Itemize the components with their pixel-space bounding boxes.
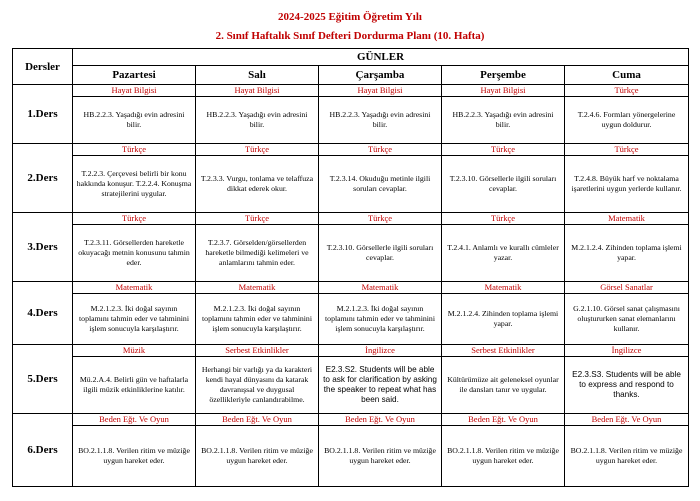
objective-text: [565, 357, 688, 413]
objective-text: [196, 294, 318, 344]
lesson-label: 1.Ders: [13, 85, 73, 144]
plan-title: 2. Sınıf Haftalık Sınıf Defteri Dordurma Planı (10. Hafta): [215, 30, 485, 42]
plan-cell-monday: [73, 345, 196, 414]
lesson-label: 6.Ders: [13, 414, 73, 487]
subject-label: Görsel Sanatlar: [565, 282, 688, 294]
subject-label: Hayat Bilgisi: [196, 85, 318, 97]
schedule-body: [13, 85, 689, 487]
objective-text-content: Mü.2.A.4. Belirli gün ve haftalarla ilgili müzik etkinliklerine katılır.: [79, 375, 189, 394]
objective-text: [442, 426, 564, 486]
subject-label: Müzik: [73, 345, 195, 357]
subject-label: Türkçe: [196, 213, 318, 225]
objective-text-content: T.2.4.6. Formları yönergelerine uygun doldurur.: [577, 110, 676, 129]
objective-text-content: M.2.1.2.4. Zihinden toplama işlemi yapar.: [447, 309, 559, 328]
plan-cell-tuesday: [196, 85, 319, 144]
plan-cell-wednesday: [319, 345, 442, 414]
objective-text-content: M.2.1.2.3. İki doğal sayının toplamını tahmin eder ve tahminini işlem sonucuyla karşılaştırır.: [79, 304, 189, 333]
lesson-label: 2.Ders: [13, 144, 73, 213]
plan-cell-friday: [565, 282, 689, 345]
lesson-label: 5.Ders: [13, 345, 73, 414]
objective-text: [442, 357, 564, 413]
objective-text: [73, 357, 195, 413]
lesson-label: 4.Ders: [13, 282, 73, 345]
objective-text-content: T.2.3.7. Görselden/görsellerden hareketle bilmediği kelimeleri ve anlamlarını tahmin eder.: [205, 238, 309, 267]
plan-cell-tuesday: [196, 213, 319, 282]
plan-cell-thursday: [442, 144, 565, 213]
objective-text: [565, 97, 688, 143]
objective-text: [319, 294, 441, 344]
subject-label: Hayat Bilgisi: [73, 85, 195, 97]
plan-cell-wednesday: [319, 85, 442, 144]
lesson-row: [13, 213, 689, 282]
plan-cell-thursday: [442, 414, 565, 487]
objective-text-content: Herhangi bir varlığı ya da karakteri kendi hayal dünyasını da katarak davranışsal ve duygusal özellikleriyle canlandırabilme.: [201, 365, 313, 404]
subject-label: Matematik: [442, 282, 564, 294]
objective-text: [442, 97, 564, 143]
subject-label: Beden Eğt. Ve Oyun: [196, 414, 318, 426]
plan-cell-friday: [565, 144, 689, 213]
subject-label: Beden Eğt. Ve Oyun: [442, 414, 564, 426]
objective-text: [73, 97, 195, 143]
subject-label: Matematik: [319, 282, 441, 294]
objective-text-content: E2.3.S3. Students will be able to express and respond to thanks.: [572, 370, 681, 399]
objective-text-content: HB.2.2.3. Yaşadığı evin adresini bilir.: [452, 110, 554, 129]
objective-text: [196, 357, 318, 413]
objective-text-content: T.2.3.10. Görsellerle ilgili soruları cevaplar.: [449, 174, 557, 193]
objective-text: [73, 426, 195, 486]
subject-label: Türkçe: [442, 213, 564, 225]
objective-text: [565, 426, 688, 486]
subject-label: Türkçe: [319, 213, 441, 225]
plan-cell-friday: [565, 213, 689, 282]
plan-cell-wednesday: [319, 213, 442, 282]
subject-label: Matematik: [565, 213, 688, 225]
objective-text-content: E2.3.S2. Students will be able to ask for clarification by asking the speaker to repeat what has been said.: [323, 365, 437, 404]
lesson-row: [13, 85, 689, 144]
plan-cell-thursday: [442, 213, 565, 282]
plan-cell-wednesday: [319, 144, 442, 213]
lesson-row: [13, 414, 689, 487]
plan-cell-monday: [73, 213, 196, 282]
subject-label: Matematik: [196, 282, 318, 294]
plan-cell-monday: [73, 282, 196, 345]
plan-cell-friday: [565, 414, 689, 487]
days-group-header: GÜNLER: [73, 49, 689, 66]
objective-text-content: BO.2.1.1.8. Verilen ritim ve müziğe uygun hareket eder.: [201, 446, 313, 465]
objective-text: [196, 426, 318, 486]
objective-text-content: T.2.3.3. Vurgu, tonlama ve telaffuza dikkat ederek okur.: [200, 174, 314, 193]
plan-cell-monday: [73, 85, 196, 144]
objective-text-content: Kültürümüze ait geleneksel oyunlar ile dansları tanır ve uygular.: [447, 375, 559, 394]
plan-cell-monday: [73, 144, 196, 213]
plan-cell-monday: [73, 414, 196, 487]
objective-text-content: T.2.3.11. Görsellerden hareketle okuyacağı metnin konusunu tahmin eder.: [78, 238, 190, 267]
objective-text: [565, 225, 688, 281]
subject-label: Beden Eğt. Ve Oyun: [319, 414, 441, 426]
subject-label: Hayat Bilgisi: [442, 85, 564, 97]
subject-label: İngilizce: [565, 345, 688, 357]
objective-text: [196, 156, 318, 212]
objective-text-content: BO.2.1.1.8. Verilen ritim ve müziğe uygun hareket eder.: [324, 446, 436, 465]
lessons-column-header: Dersler: [13, 49, 73, 85]
plan-cell-tuesday: [196, 414, 319, 487]
schedule-table: [12, 48, 689, 487]
objective-text: [73, 294, 195, 344]
subject-label: Türkçe: [442, 144, 564, 156]
objective-text: [565, 294, 688, 344]
objective-text: [73, 225, 195, 281]
subject-label: Matematik: [73, 282, 195, 294]
objective-text-content: BO.2.1.1.8. Verilen ritim ve müziğe uygun hareket eder.: [447, 446, 559, 465]
plan-cell-tuesday: [196, 144, 319, 213]
plan-cell-wednesday: [319, 414, 442, 487]
objective-text: [319, 156, 441, 212]
lesson-row: [13, 282, 689, 345]
plan-cell-tuesday: [196, 282, 319, 345]
objective-text: [73, 156, 195, 212]
objective-text: [319, 357, 441, 413]
subject-label: Hayat Bilgisi: [319, 85, 441, 97]
objective-text: [442, 156, 564, 212]
plan-cell-tuesday: [196, 345, 319, 414]
subject-label: Serbest Etkinlikler: [196, 345, 318, 357]
lesson-row: [13, 144, 689, 213]
subject-label: Türkçe: [319, 144, 441, 156]
plan-cell-thursday: [442, 85, 565, 144]
subject-label: Türkçe: [565, 85, 688, 97]
subject-label: Serbest Etkinlikler: [442, 345, 564, 357]
objective-text: [319, 225, 441, 281]
objective-text: [565, 156, 688, 212]
objective-text-content: HB.2.2.3. Yaşadığı evin adresini bilir.: [83, 110, 185, 129]
objective-text-content: T.2.2.3. Çerçevesi belirli bir konu hakkında konuşur. T.2.2.4. Konuşma stratejilerini uygular.: [76, 169, 192, 198]
subject-label: Türkçe: [196, 144, 318, 156]
lesson-row: [13, 345, 689, 414]
objective-text: [319, 97, 441, 143]
objective-text-content: G.2.1.10. Görsel sanat çalışmasını oluştururken sanat elemanlarını kullanır.: [573, 304, 680, 333]
subject-label: Beden Eğt. Ve Oyun: [565, 414, 688, 426]
plan-cell-friday: [565, 345, 689, 414]
subject-label: İngilizce: [319, 345, 441, 357]
day-header-friday: Cuma: [565, 66, 689, 85]
subject-label: Beden Eğt. Ve Oyun: [73, 414, 195, 426]
objective-text-content: T.2.4.1. Anlamlı ve kurallı cümleler yazar.: [447, 243, 559, 262]
objective-text-content: T.2.3.10. Görsellerle ilgili soruları cevaplar.: [326, 243, 434, 262]
objective-text-content: T.2.3.14. Okuduğu metinle ilgili soruları cevaplar.: [329, 174, 431, 193]
subject-label: Türkçe: [73, 213, 195, 225]
day-header-tuesday: Salı: [196, 66, 319, 85]
objective-text-content: BO.2.1.1.8. Verilen ritim ve müziğe uygun hareket eder.: [78, 446, 190, 465]
objective-text: [196, 97, 318, 143]
objective-text: [442, 294, 564, 344]
plan-cell-friday: [565, 85, 689, 144]
plan-cell-thursday: [442, 345, 565, 414]
plan-cell-wednesday: [319, 282, 442, 345]
objective-text-content: T.2.4.8. Büyük harf ve noktalama işaretlerini uygun yerlerde kullanır.: [571, 174, 682, 193]
lesson-label: 3.Ders: [13, 213, 73, 282]
subject-label: Türkçe: [565, 144, 688, 156]
subject-label: Türkçe: [73, 144, 195, 156]
day-header-wednesday: Çarşamba: [319, 66, 442, 85]
objective-text-content: HB.2.2.3. Yaşadığı evin adresini bilir.: [206, 110, 308, 129]
objective-text: [442, 225, 564, 281]
objective-text-content: HB.2.2.3. Yaşadığı evin adresini bilir.: [329, 110, 431, 129]
day-header-monday: Pazartesi: [73, 66, 196, 85]
objective-text: [319, 426, 441, 486]
day-header-thursday: Perşembe: [442, 66, 565, 85]
school-year-title: 2024-2025 Eğitim Öğretim Yılı: [278, 11, 422, 23]
objective-text-content: M.2.1.2.3. İki doğal sayının toplamını tahmin eder ve tahminini işlem sonucuyla karşılaştırır.: [202, 304, 312, 333]
objective-text: [196, 225, 318, 281]
objective-text-content: M.2.1.2.4. Zihinden toplama işlemi yapar.: [571, 243, 682, 262]
objective-text-content: BO.2.1.1.8. Verilen ritim ve müziğe uygun hareket eder.: [570, 446, 683, 465]
objective-text-content: M.2.1.2.3. İki doğal sayının toplamını tahmin eder ve tahminini işlem sonucuyla karşılaştırır.: [325, 304, 435, 333]
plan-cell-thursday: [442, 282, 565, 345]
